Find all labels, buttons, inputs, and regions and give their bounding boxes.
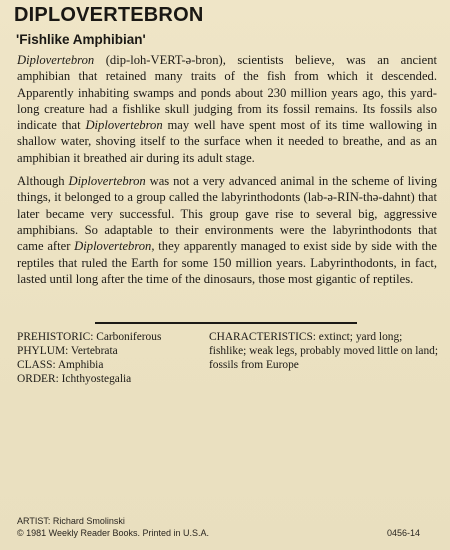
- section-divider: [95, 322, 357, 324]
- genus-name: Diplovertebron: [85, 118, 163, 133]
- fact-characteristics: CHARACTERISTICS: extinct; yard long; fishlike; weak legs, probably moved little on land; fossils from Europe: [209, 331, 439, 371]
- fact-class: CLASS: Amphibia: [17, 359, 104, 371]
- genus-name: Diplovertebron: [68, 174, 146, 189]
- paragraph-2-text-c: , they apparently managed to exist side by side with the reptiles that ruled the Earth for some 150 million years. Labyrinthodonts, in fact, lasted until long after the time of the dinosaurs, those most gigantic of reptiles.: [17, 239, 437, 286]
- paragraph-2-text-b: was not a very advanced animal in the scheme of living things, it belonged to a group called the labyrinthodonts (lab-ə-RIN-thə-dahnt) that later became very successful. This group gave rise to several big, aggressive amphibians. So adaptable to their environments were the labyrinthodonts that came after: [17, 174, 437, 254]
- credits: [17, 515, 209, 539]
- characteristics-facts: [209, 330, 441, 372]
- paragraph-1-text-a: (dip-loh-VERT-ə-bron), scientists believe, was an ancient amphibian that retained many traits of the fish from which it descended. Apparently inhabiting swamps and ponds about 230 million years ago, this yard-long creature had a fishlike skull judging from its fossil remains. Its fossils also indicate that: [17, 53, 437, 133]
- fact-prehistoric: PREHISTORIC: Carboniferous: [17, 331, 162, 343]
- artist-credit: ARTIST: Richard Smolinski: [17, 516, 125, 526]
- paragraph-1-text-b: may well have spent most of its time wallowing in shallow water, shoving itself to the surface when it needed to breathe, and as an amphibian it breathed air during its adult stage.: [17, 118, 437, 165]
- paragraph-2-text-a: Although: [17, 174, 69, 189]
- copyright-notice: © 1981 Weekly Reader Books. Printed in U.S.A.: [17, 528, 210, 538]
- fact-order: ORDER: Ichthyostegalia: [17, 373, 132, 385]
- paragraph-2: [17, 173, 437, 287]
- genus-name: Diplovertebron: [74, 239, 152, 254]
- card-code: 0456-14: [387, 528, 421, 538]
- card-subtitle: 'Fishlike Amphibian': [16, 32, 146, 47]
- card-title: DIPLOVERTEBRON: [14, 4, 204, 26]
- paragraph-1: [17, 52, 437, 166]
- genus-name: Diplovertebron: [17, 53, 95, 67]
- description-text: [17, 52, 437, 294]
- classification-facts: [17, 330, 202, 386]
- fact-phylum: PHYLUM: Vertebrata: [17, 345, 118, 357]
